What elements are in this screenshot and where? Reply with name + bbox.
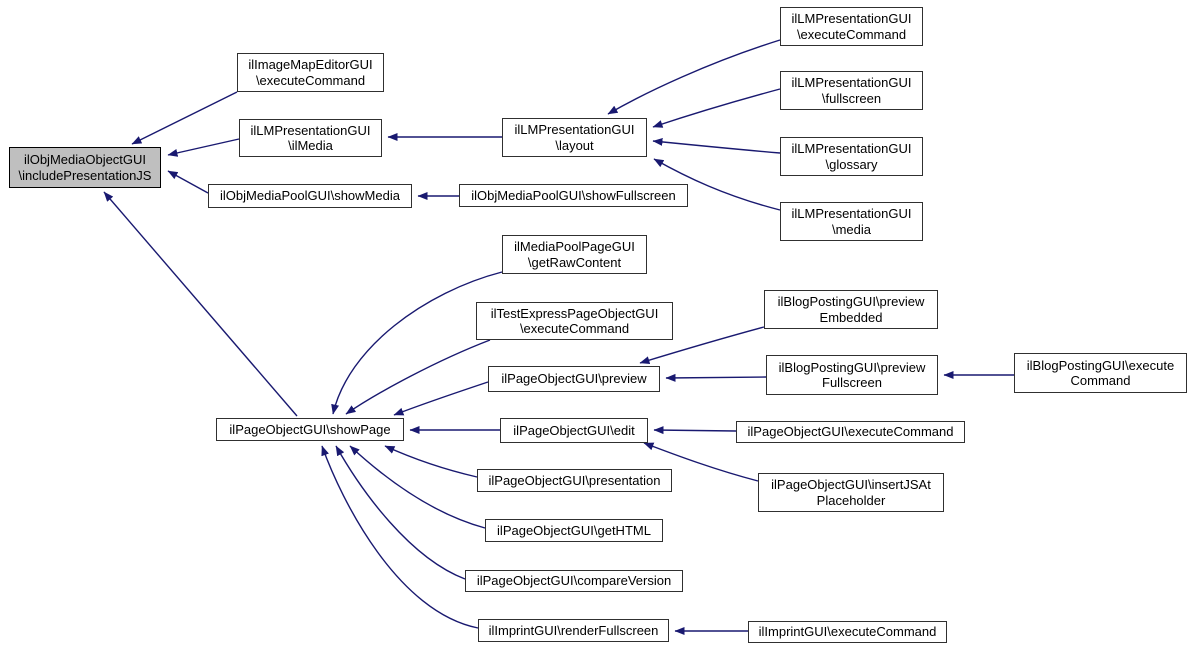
node-label-line: ilPageObjectGUI\edit — [513, 422, 635, 438]
graph-node-lm-glossary[interactable] — [780, 137, 923, 176]
node-label-line: ilPageObjectGUI\compareVersion — [476, 573, 672, 589]
node-label-line: ilTestExpressPageObjectGUI — [490, 305, 659, 321]
graph-node-lm-media[interactable] — [780, 202, 923, 241]
node-label-line: \executeCommand — [796, 26, 907, 42]
graph-node-page-preview[interactable] — [488, 366, 660, 392]
node-label-line: Embedded — [819, 309, 883, 325]
graph-node-page-gethtml[interactable] — [485, 519, 663, 542]
edge-page-gethtml-to-page-showpage — [350, 446, 485, 528]
node-label-line: ilPageObjectGUI\getHTML — [497, 522, 651, 538]
node-label-line: ilObjMediaObjectGUI — [23, 152, 147, 167]
node-label-line: \layout — [555, 137, 594, 153]
node-label-line: ilBlogPostingGUI\execute — [1026, 357, 1175, 373]
edge-lm-fullscreen-to-lm-layout — [653, 89, 780, 127]
graph-node-lm-fullscreen[interactable] — [780, 71, 923, 110]
graph-node-imagemap-exec[interactable] — [237, 53, 384, 92]
node-label-line: ilImageMapEditorGUI — [248, 57, 373, 72]
graph-node-root[interactable] — [9, 147, 161, 188]
node-label-line: \executeCommand — [519, 321, 630, 336]
graph-node-page-showpage[interactable] — [216, 418, 404, 441]
edge-imagemap-exec-to-root — [132, 92, 237, 144]
edge-page-exec-to-page-edit — [654, 430, 736, 431]
node-label-line: ilLMPresentationGUI — [791, 206, 912, 221]
graph-node-page-compareversion[interactable] — [465, 570, 683, 592]
node-label-line: \executeCommand — [255, 72, 366, 88]
node-label-line: ilPageObjectGUI\executeCommand — [747, 424, 954, 440]
graph-node-lm-exec[interactable] — [780, 7, 923, 46]
node-label-line: ilLMPresentationGUI — [791, 11, 912, 26]
graph-node-page-presentation[interactable] — [477, 469, 672, 492]
node-label-line: ilMediaPoolPageGUI — [514, 239, 635, 254]
node-label-line: Command — [1070, 373, 1131, 388]
graph-node-mpp-getrawcontent[interactable] — [502, 235, 647, 274]
node-label-line: Fullscreen — [822, 375, 882, 390]
graph-node-page-exec[interactable] — [736, 421, 965, 443]
edge-lm-ilmedia-to-root — [168, 139, 239, 155]
graph-node-blog-prev-fullscreen[interactable] — [766, 355, 938, 395]
node-label-line: ilBlogPostingGUI\preview — [777, 294, 925, 309]
graph-node-blog-prev-embedded[interactable] — [764, 290, 938, 329]
edge-testexpress-exec-to-page-showpage — [346, 340, 490, 414]
node-label-line: ilImprintGUI\executeCommand — [758, 624, 937, 640]
node-label-line: \getRawContent — [527, 254, 622, 270]
graph-node-lm-layout[interactable] — [502, 118, 647, 157]
edge-blog-prev-fullscreen-to-page-preview — [666, 377, 766, 378]
node-label-line: \media — [831, 221, 872, 237]
node-label-line: ilLMPresentationGUI — [250, 122, 371, 138]
edge-page-showpage-to-root — [104, 192, 297, 416]
node-label-line: Placeholder — [816, 492, 886, 508]
node-label-line: ilPageObjectGUI\preview — [501, 371, 647, 387]
node-label-line: \ilMedia — [288, 138, 333, 153]
graph-node-imprint-render[interactable] — [478, 619, 669, 642]
node-label-line: ilObjMediaPoolGUI\showMedia — [220, 188, 400, 204]
graph-node-pool-showfullscreen[interactable] — [459, 184, 688, 207]
graph-node-testexpress-exec[interactable] — [476, 302, 673, 340]
node-label-line: \includePresentationJS — [18, 167, 152, 183]
graph-node-page-edit[interactable] — [500, 418, 648, 443]
node-label-line: ilLMPresentationGUI — [791, 75, 912, 90]
node-label-line: \fullscreen — [821, 90, 882, 106]
graph-node-pool-showmedia[interactable] — [208, 184, 412, 208]
graph-node-imprint-exec[interactable] — [748, 621, 947, 643]
node-label-line: ilPageObjectGUI\insertJSAt — [771, 477, 931, 492]
edge-pool-showmedia-to-root — [168, 171, 208, 193]
node-label-line: ilPageObjectGUI\showPage — [229, 421, 391, 437]
node-label-line: \glossary — [825, 156, 878, 172]
edge-mpp-getrawcontent-to-page-showpage — [333, 272, 502, 414]
node-label-line: ilLMPresentationGUI — [514, 122, 635, 137]
node-label-line: ilLMPresentationGUI — [791, 141, 912, 156]
edge-page-compareversion-to-page-showpage — [336, 446, 465, 579]
node-label-line: ilObjMediaPoolGUI\showFullscreen — [471, 187, 676, 203]
graph-node-page-insertjs[interactable] — [758, 473, 944, 512]
edge-imprint-render-to-page-showpage — [322, 446, 478, 628]
graph-node-blog-exec[interactable] — [1014, 353, 1187, 393]
node-label-line: ilPageObjectGUI\presentation — [488, 472, 661, 488]
edge-page-presentation-to-page-showpage — [385, 446, 477, 477]
node-label-line: ilImprintGUI\renderFullscreen — [488, 622, 659, 638]
graph-node-lm-ilmedia[interactable] — [239, 119, 382, 157]
edge-lm-exec-to-lm-layout — [608, 40, 780, 114]
edge-page-preview-to-page-showpage — [394, 382, 488, 415]
node-label-line: ilBlogPostingGUI\preview — [778, 359, 926, 375]
edge-lm-glossary-to-lm-layout — [653, 141, 780, 153]
